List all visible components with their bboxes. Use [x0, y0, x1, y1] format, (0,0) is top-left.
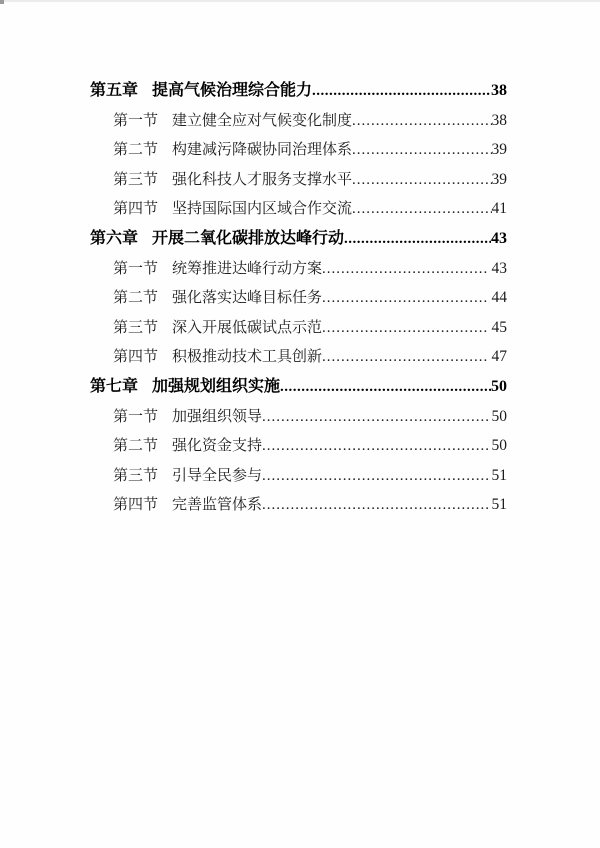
toc-entry-label: 第四节	[113, 496, 159, 514]
toc-entry-page: 50	[491, 377, 507, 395]
dot-leader	[262, 491, 488, 521]
toc-entry-label: 第二节	[113, 141, 159, 159]
toc-entry-chapter-5[interactable]	[90, 224, 507, 254]
toc-entry-label: 第七章	[90, 377, 139, 395]
dot-leader	[262, 462, 488, 492]
dot-leader	[280, 373, 491, 403]
toc-entry-title: 加强规划组织实施	[152, 377, 281, 395]
toc-entry-page: 50	[487, 437, 507, 455]
toc-entry-page: 41	[491, 200, 507, 218]
toc-entry-title: 加强组织领导	[172, 407, 263, 425]
toc-entry-section-4[interactable]	[90, 194, 507, 224]
toc-entry-page: 44	[487, 289, 507, 307]
toc-entry-label: 第三节	[113, 318, 159, 336]
dot-leader	[352, 107, 491, 137]
dot-leader	[262, 432, 488, 462]
dot-leader	[352, 136, 491, 166]
dot-leader	[344, 225, 491, 255]
toc-entry-page: 38	[491, 82, 507, 99]
toc-entry-title: 构建减污降碳协同治理体系	[172, 141, 353, 159]
toc-entry-title: 开展二氧化碳排放达峰行动	[152, 229, 345, 247]
toc-entry-label: 第二节	[113, 289, 159, 307]
toc-entry-page: 51	[487, 466, 507, 484]
toc-entry-label: 第三节	[113, 466, 159, 484]
toc-entry-title: 深入开展低碳试点示范	[172, 318, 323, 336]
toc-entry-section-3[interactable]	[90, 165, 507, 195]
toc-entry-title: 统筹推进达峰行动方案	[172, 259, 323, 277]
toc-entry-page: 39	[491, 141, 507, 159]
toc-entry-label: 第二节	[113, 437, 159, 455]
toc-entry-label: 第一节	[113, 259, 159, 277]
dot-leader	[322, 255, 488, 285]
toc-entry-page: 45	[487, 318, 507, 336]
toc-entry-page: 47	[487, 348, 507, 366]
toc-entry-page: 43	[491, 229, 507, 247]
dot-leader	[322, 343, 488, 373]
toc-entry-title: 坚持国际国内区域合作交流	[172, 200, 353, 218]
toc-entry-title: 强化落实达峰目标任务	[172, 289, 323, 307]
toc-entry-section-8[interactable]	[90, 313, 507, 343]
toc-entry-title: 完善监管体系	[172, 496, 263, 514]
toc-entry-label: 第一节	[113, 407, 159, 425]
toc-entry-page: 50	[487, 407, 507, 425]
toc-entry-label: 第五章	[90, 82, 139, 99]
toc-entry-page: 39	[491, 170, 507, 188]
toc-entry-label: 第三节	[113, 170, 159, 188]
toc-entry-title: 建立健全应对气候变化制度	[172, 111, 353, 129]
toc-entry-page: 51	[487, 496, 507, 514]
toc-entry-section-11[interactable]	[90, 402, 507, 432]
toc-entry-title: 强化科技人才服务支撑水平	[172, 170, 353, 188]
toc-entry-chapter-10[interactable]	[90, 372, 507, 402]
dot-leader	[352, 166, 491, 196]
dot-leader	[352, 195, 491, 225]
toc-entry-title: 引导全民参与	[172, 466, 263, 484]
toc-entry-section-9[interactable]	[90, 342, 507, 372]
scan-artifact-speck	[0, 0, 4, 4]
toc-entry-section-6[interactable]	[90, 254, 507, 284]
toc-entry-section-14[interactable]	[90, 490, 507, 520]
toc-list	[90, 76, 507, 520]
toc-entry-section-12[interactable]	[90, 431, 507, 461]
toc-entry-page: 38	[491, 111, 507, 129]
dot-leader	[262, 403, 488, 433]
toc-entry-section-1[interactable]	[90, 106, 507, 136]
toc-entry-label: 第一节	[113, 111, 159, 129]
scan-artifact-top-edge	[0, 0, 600, 2]
dot-leader	[312, 77, 491, 107]
toc-entry-page: 43	[487, 259, 507, 277]
toc-entry-section-13[interactable]	[90, 461, 507, 491]
toc-entry-label: 第六章	[90, 229, 139, 247]
dot-leader	[322, 284, 488, 314]
toc-entry-label: 第四节	[113, 200, 159, 218]
toc-entry-section-7[interactable]	[90, 283, 507, 313]
toc-entry-title: 强化资金支持	[172, 437, 263, 455]
toc-entry-section-2[interactable]	[90, 135, 507, 165]
toc-entry-chapter-0[interactable]	[90, 76, 507, 106]
dot-leader	[322, 314, 488, 344]
toc-entry-title: 提高气候治理综合能力	[152, 82, 313, 99]
toc-entry-title: 积极推动技术工具创新	[172, 348, 323, 366]
toc-entry-label: 第四节	[113, 348, 159, 366]
